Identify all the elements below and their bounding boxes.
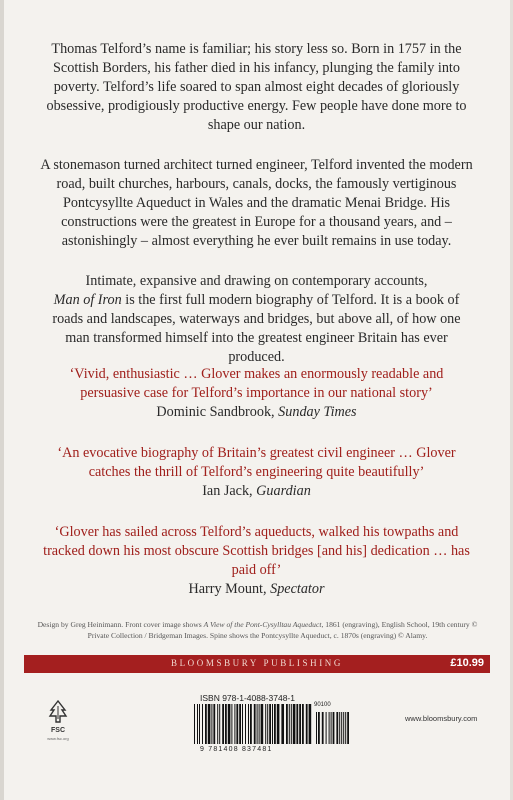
fsc-website: www.fsc.org bbox=[47, 736, 69, 741]
fsc-tree-icon bbox=[48, 699, 68, 725]
blurb-paragraph-1: Thomas Telford’s name is familiar; his story less so. Born in 1757 in the Scottish Borders, his father died in his infancy, plunging the family into poverty. Telford’s life soared to span almost eight decades of gloriously obsessive, prodigiously productive energy. Few people have done more to shape our nation. bbox=[46, 41, 467, 133]
isbn-label: ISBN 978-1-4088-3748-1 bbox=[200, 693, 295, 703]
barcode-addon-digits: 90100 bbox=[314, 702, 331, 708]
review-source: Spectator bbox=[270, 581, 325, 597]
book-title-italic: Man of Iron bbox=[53, 292, 122, 308]
review-source: Guardian bbox=[256, 483, 311, 499]
barcode-digits: 9 781408 837481 bbox=[200, 746, 273, 753]
fsc-logo bbox=[46, 699, 70, 743]
blurb-paragraph-3-rest: is the first full modern biography of Telford. It is a book of roads and landscapes, waterways and bridges, but above all, of how one man transformed himself into the greatest engineer Britain has ever produced. bbox=[52, 292, 461, 365]
review-text: ‘Glover has sailed across Telford’s aqueducts, walked his towpaths and tracked down his most obscure Scottish bridges [and his] dedication … has paid off’ bbox=[43, 524, 470, 578]
blurb-paragraph-3 bbox=[40, 272, 473, 367]
design-credits bbox=[30, 619, 485, 641]
review-quote-1 bbox=[40, 365, 473, 422]
blurb-paragraph-3-lead: Intimate, expansive and drawing on contemporary accounts, bbox=[85, 273, 428, 289]
review-author: Dominic Sandbrook, bbox=[156, 404, 279, 420]
barcode bbox=[192, 704, 352, 744]
price-label: £10.99 bbox=[450, 657, 484, 669]
credits-artwork-title: A View of the Pont-Cysylltau Aqueduct bbox=[203, 620, 322, 629]
credits-part-2: , 1861 (engraving), English School, 19th century © Private Collection / Bridgeman Images. Spine shows the Pontcysyllte Aqueduct, c. 1870s (engraving) © Alamy. bbox=[87, 620, 478, 640]
credits-part-1: Design by Greg Heinimann. Front cover image shows bbox=[37, 620, 204, 629]
review-attribution bbox=[40, 403, 473, 422]
publisher-website: www.bloomsbury.com bbox=[405, 714, 478, 723]
review-author: Ian Jack, bbox=[202, 483, 257, 499]
review-quote-2 bbox=[40, 444, 473, 501]
fsc-label: FSC bbox=[51, 727, 65, 734]
review-quote-3 bbox=[40, 523, 473, 599]
review-text: ‘Vivid, enthusiastic … Glover makes an enormously readable and persuasive case for Telford’s importance in our national story’ bbox=[69, 366, 444, 401]
blurb-paragraph-2: A stonemason turned architect turned engineer, Telford invented the modern road, built churches, harbours, canals, docks, the famously vertiginous Pontcysyllte Aqueduct in Wales and the dramatic Menai Bridge. His constructions were the greatest in Europe for a thousand years, and – astonishingly – almost everything he ever built remains in use today. bbox=[40, 157, 473, 249]
publisher-band bbox=[24, 655, 490, 673]
review-source: Sunday Times bbox=[278, 404, 357, 420]
review-author: Harry Mount, bbox=[188, 581, 271, 597]
review-attribution bbox=[40, 580, 473, 599]
publisher-name: BLOOMSBURY PUBLISHING bbox=[170, 658, 344, 668]
review-text: ‘An evocative biography of Britain’s greatest civil engineer … Glover catches the thrill of Telford’s engineering quite beautifully’ bbox=[57, 445, 456, 480]
review-attribution bbox=[40, 482, 473, 501]
